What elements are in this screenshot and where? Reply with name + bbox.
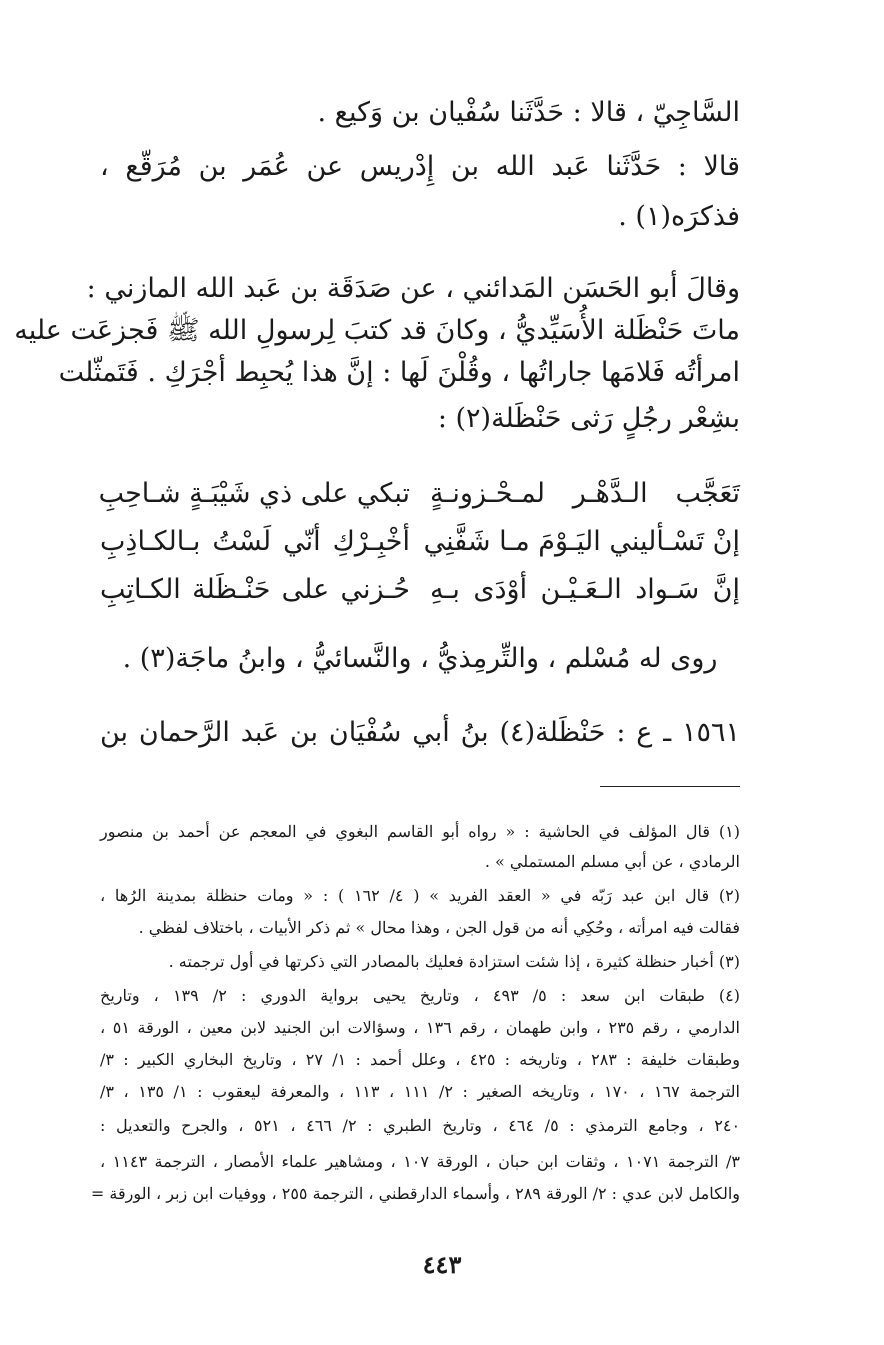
poem-hemistich-second: أخْبِـرْكِ أنّي لَسْتُ بـالكـاذِبِ xyxy=(100,526,410,557)
paragraph-line: بشِعْر رجُلٍ رَثى حَنْظَلة(٢) : xyxy=(437,403,740,434)
footnote-line: (١) قال المؤلف في الحاشية : « رواه أبو القاسم البغوي في المعجم عن أحمد بن منصور xyxy=(100,822,740,841)
text-line-2: قالا : حَدَّثَنا عَبد الله بن إِدْريس عن عُمَر بن مُرَقّع ، xyxy=(100,151,740,182)
page-number: ٤٤٣ xyxy=(422,1250,462,1279)
poem-hemistich-first: تَعَجَّب الـدَّهْـر لمـحْـزونـةٍ xyxy=(430,478,740,509)
paragraph-line: وقالَ أبو الحَسَن المَدائني ، عن صَدَقَة بن عَبد الله المازني : xyxy=(86,273,740,304)
text-line-3: فذكرَه(١) . xyxy=(618,201,740,232)
poem-hemistich-second: تبكي على ذي شَيْبَـةٍ شـاحِبِ xyxy=(98,478,410,509)
footnote-separator xyxy=(600,786,740,787)
text-line-1: السَّاجِيّ ، قالا : حَدَّثَنا سُفْيان بن وَكيع . xyxy=(317,97,740,128)
entry-heading: ١٥٦١ ـ ع : حَنْظَلة(٤) بنُ أبي سُفْيَان بن عَبد الرَّحمان بن xyxy=(100,717,740,748)
footnote-line: الترجمة ١٦٧ ، ١٧٠ ، وتاريخه الصغير : ٢/ ١١١ ، ١١٣ ، والمعرفة ليعقوب : ١/ ١٣٥ ، ٣/ xyxy=(100,1082,740,1101)
footnote-line: (٤) طبقات ابن سعد : ٥/ ٤٩٣ ، وتاريخ يحيى برواية الدوري : ٢/ ١٣٩ ، وتاريخ xyxy=(100,986,740,1005)
poem-verse xyxy=(100,564,740,616)
poem-hemistich-first: إنَّ سَـواد الـعَـيْـن أوْدَى بـهِ xyxy=(430,574,740,605)
footnote-line: (٣) أخبار حنظلة كثيرة ، إذا شئت استزادة فعليك بالمصادر التي ذكرتها في أول ترجمته . xyxy=(168,952,740,971)
footnote-line: والكامل لابن عدي : ٢/ الورقة ٢٨٩ ، وأسماء الدارقطني ، الترجمة ٢٥٥ ، ووفيات ابن زبر ، الورقة = xyxy=(90,1184,740,1203)
paragraph-line: ماتَ حَنْظَلة الأُسَيِّديُّ ، وكانَ قد كتبَ لِرسولِ الله ﷺ فَجزعَت عليه xyxy=(14,315,740,346)
poem-hemistich-second: حُـزني على حَنْـظَلة الكـاتِبِ xyxy=(100,574,410,605)
footnote-line: وطبقات خليفة : ٢٨٣ ، وتاريخه : ٤٢٥ ، وعلل أحمد : ١/ ٢٧ ، وتاريخ البخاري الكبير : ٣/ xyxy=(100,1050,741,1069)
footnote-line: الرمادي ، عن أبي مسلم المستملي » . xyxy=(484,852,740,871)
footnote-line: فقالت فيه امرأته ، وحُكِي أنه من قول الجن ، وهذا محال » ثم ذكر الأبيات ، باختلاف لفظي . xyxy=(138,918,740,937)
poem-hemistich-first: إنْ تَسْـأليني اليَـوْمَ مـا شَفَّنِي xyxy=(423,526,740,557)
text-after-poem: روى له مُسْلم ، والتِّرمِذيُّ ، والنَّسائيُّ ، وابنُ ماجَة(٣) . xyxy=(122,643,718,674)
footnote-line: ٣/ الترجمة ١٠٧١ ، وثقات ابن حبان ، الورقة ١٠٧ ، ومشاهير علماء الأمصار ، الترجمة ١١٤٣ ، xyxy=(100,1152,741,1171)
footnote-line: (٢) قال ابن عبد رَبّه في « العقد الفريد » ( ٤/ ١٦٢ ) : « ومات حنظلة بمدينة الرُها ، xyxy=(100,886,740,905)
poem-verse xyxy=(100,468,740,520)
poem-verse xyxy=(100,516,740,568)
paragraph-line: امرأتُه فَلامَها جاراتُها ، وقُلْنَ لَها : إنَّ هذا يُحبِط أجْرَكِ . فَتَمثّلت xyxy=(58,357,740,388)
footnote-line: ٢٤٠ ، وجامع الترمذي : ٥/ ٤٦٤ ، وتاريخ الطبري : ٢/ ٤٦٦ ، ٥٢١ ، والجرح والتعديل : xyxy=(100,1116,741,1135)
footnote-line: الدارمي ، رقم ٢٣٥ ، وابن طهمان ، رقم ١٣٦ ، وسؤالات ابن الجنيد لابن معين ، الورقة ٥١ ، xyxy=(100,1018,741,1037)
